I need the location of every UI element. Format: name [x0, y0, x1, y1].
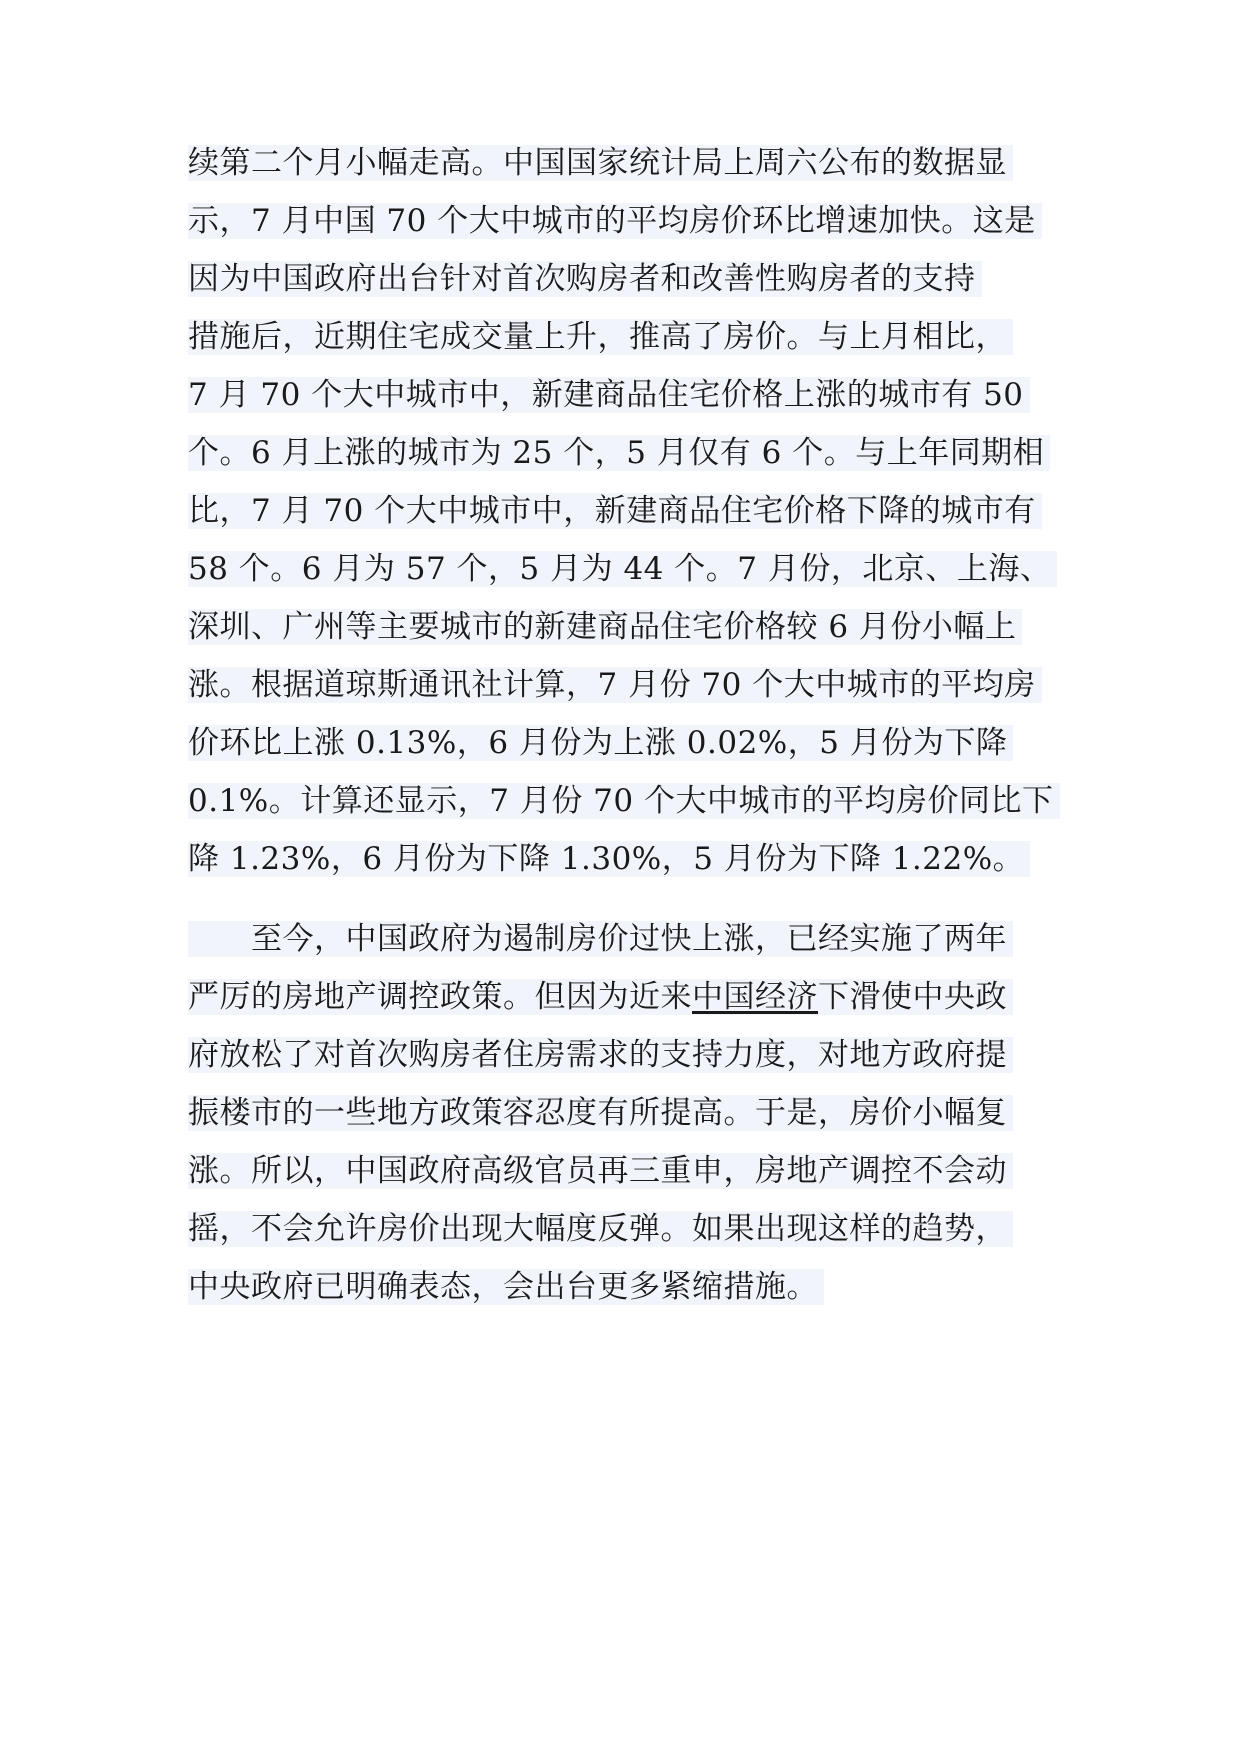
paragraph-2-line: [188, 916, 1013, 962]
text-line: 0.1%。计算还显示，7 月份 70 个大中城市的平均房价同比下: [188, 783, 1060, 819]
text-line: 续第二个月小幅走高。中国国家统计局上周六公布的数据显: [188, 145, 1013, 181]
text-line: 价环比上涨 0.13%，6 月份为上涨 0.02%，5 月份为下降: [188, 725, 1013, 761]
paragraph-1-line: [188, 778, 1060, 824]
text-segment: 下滑使中央政: [818, 979, 1007, 1015]
text-line: 比，7 月 70 个大中城市中，新建商品住宅价格下降的城市有: [188, 493, 1042, 529]
text-line: 振楼市的一些地方政策容忍度有所提高。于是，房价小幅复: [188, 1095, 1013, 1131]
text-line: 因为中国政府出台针对首次购房者和改善性购房者的支持: [188, 261, 982, 297]
paragraph-1-line: [188, 140, 1013, 186]
text-line: 涨。根据道琼斯通讯社计算，7 月份 70 个大中城市的平均房: [188, 667, 1042, 703]
text-line: 示，7 月中国 70 个大中城市的平均房价环比增速加快。这是: [188, 203, 1042, 239]
text-segment: 严厉的房地产调控政策。但因为近来: [188, 979, 692, 1015]
paragraph-1-line: [188, 256, 982, 302]
paragraph-1-line: [188, 836, 1030, 882]
text-line: 摇，不会允许房价出现大幅度反弹。如果出现这样的趋势，: [188, 1211, 1013, 1247]
paragraph-1-line: [188, 430, 1050, 476]
paragraph-1-line: [188, 604, 1022, 650]
paragraph-1-line: [188, 314, 1013, 360]
text-line: 58 个。6 月为 57 个，5 月为 44 个。7 月份，北京、上海、: [188, 551, 1057, 587]
paragraph-2-line: [188, 974, 1013, 1020]
paragraph-2-line: [188, 1090, 1013, 1136]
text-line: 降 1.23%，6 月份为下降 1.30%，5 月份为下降 1.22%。: [188, 841, 1030, 877]
paragraph-2-line: [188, 1264, 824, 1310]
paragraph-1-line: [188, 372, 1030, 418]
paragraph-2-line: [188, 1148, 1013, 1194]
paragraph-1-line: [188, 662, 1042, 708]
text-line: 中央政府已明确表态，会出台更多紧缩措施。: [188, 1269, 824, 1305]
text-line: 涨。所以，中国政府高级官员再三重申，房地产调控不会动: [188, 1153, 1013, 1189]
paragraph-1-line: [188, 546, 1057, 592]
text-line: 至今，中国政府为遏制房价过快上涨，已经实施了两年: [188, 921, 1013, 957]
text-line: 府放松了对首次购房者住房需求的支持力度，对地方政府提: [188, 1037, 1013, 1073]
china-economy-link[interactable]: 中国经济: [692, 979, 818, 1015]
paragraph-1-line: [188, 720, 1013, 766]
text-line: 深圳、广州等主要城市的新建商品住宅价格较 6 月份小幅上: [188, 609, 1022, 645]
paragraph-2-line: [188, 1032, 1013, 1078]
text-line: 个。6 月上涨的城市为 25 个，5 月仅有 6 个。与上年同期相: [188, 435, 1050, 471]
text-line: [188, 979, 1013, 1015]
paragraph-1-line: [188, 198, 1042, 244]
text-line: 7 月 70 个大中城市中，新建商品住宅价格上涨的城市有 50: [188, 377, 1030, 413]
text-line: 措施后，近期住宅成交量上升，推高了房价。与上月相比，: [188, 319, 1013, 355]
paragraph-2-line: [188, 1206, 1013, 1252]
paragraph-1-line: [188, 488, 1042, 534]
